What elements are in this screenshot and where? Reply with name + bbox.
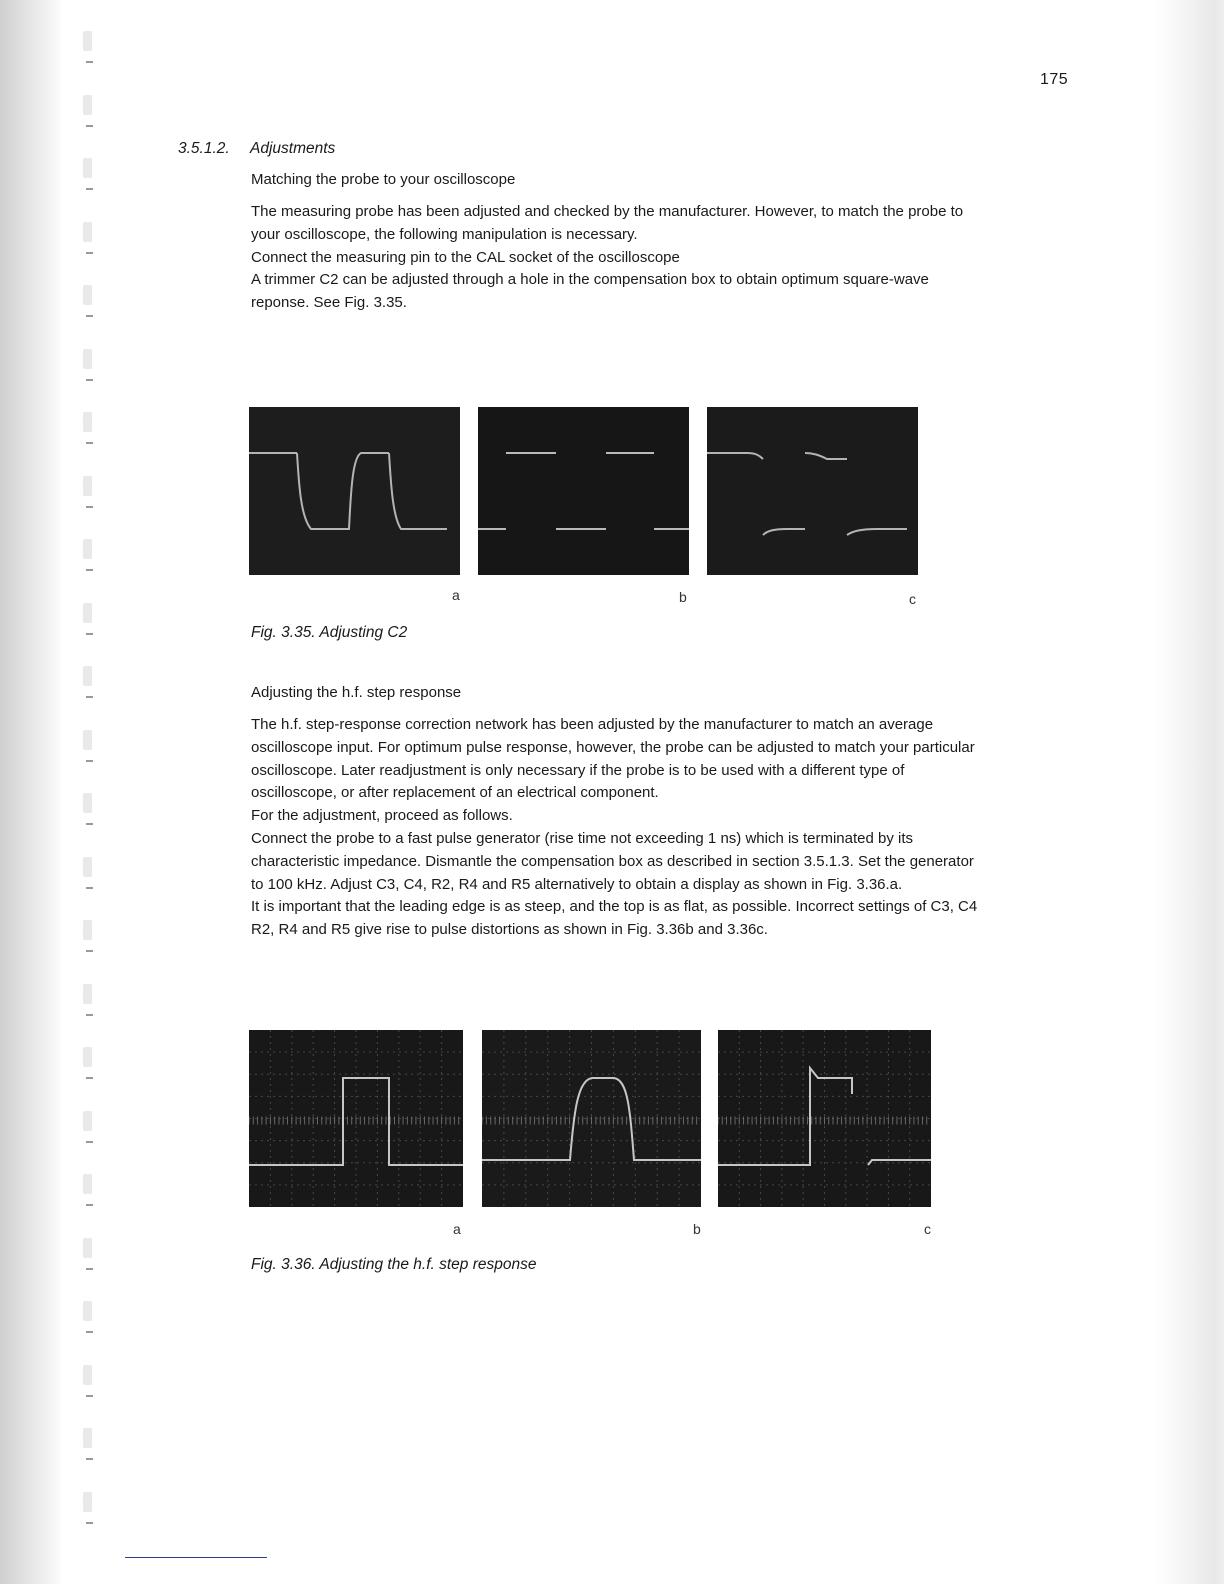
binding-hole (83, 1174, 92, 1194)
page-edge-right (1154, 0, 1224, 1584)
footnote-rule (125, 1557, 267, 1558)
text-line: reponse. See Fig. 3.35. (251, 294, 407, 312)
binding-hole (83, 349, 92, 369)
binding-hole (83, 603, 92, 623)
text-line: It is important that the leading edge is as steep, and the top is as flat, as possible. Incorrect settings of C3, C4 (251, 898, 978, 916)
oscillogram-fig336-c (718, 1030, 931, 1207)
binding-mark (86, 315, 93, 317)
binding-hole (83, 1111, 92, 1131)
pulse-trace-correct (249, 1030, 463, 1207)
figure-label-b: b (693, 1221, 701, 1237)
binding-mark (86, 950, 93, 952)
binding-hole (83, 984, 92, 1004)
trace-undercompensated (707, 407, 918, 575)
page-edge-left (0, 0, 62, 1584)
binding-hole (83, 1492, 92, 1512)
binding-hole (83, 857, 92, 877)
text-line: Connect the probe to a fast pulse generator (rise time not exceeding 1 ns) which is terminated by its (251, 829, 914, 847)
text-line: Connect the measuring pin to the CAL socket of the oscilloscope (251, 248, 680, 266)
text-line: oscilloscope. Later readjustment is only necessary if the probe is to be used with a different type of (251, 761, 905, 779)
binding-hole (83, 31, 92, 51)
binding-mark (86, 1395, 93, 1397)
binding-mark (86, 633, 93, 635)
oscillogram-fig335-a (249, 407, 460, 575)
binding-hole (83, 1047, 92, 1067)
figure-label-c: c (909, 591, 916, 607)
figure-label-a: a (453, 1221, 461, 1237)
page-number: 175 (1040, 71, 1069, 88)
pulse-trace-overshoot (718, 1030, 931, 1207)
binding-hole (83, 285, 92, 305)
binding-mark (86, 1458, 93, 1460)
binding-hole (83, 1428, 92, 1448)
text-line: to 100 kHz. Adjust C3, C4, R2, R4 and R5 alternatively to obtain a display as shown in Fig. 3.36.a. (251, 875, 903, 893)
paragraph-matching-probe (251, 201, 1081, 315)
trace-overcompensated (249, 407, 460, 575)
paragraph-hf-step-response (251, 714, 1081, 942)
text-line: oscilloscope, or after replacement of an electrical component. (251, 784, 659, 802)
binding-hole (83, 1301, 92, 1321)
binding-mark (86, 252, 93, 254)
binding-hole (83, 1365, 92, 1385)
binding-hole (83, 158, 92, 178)
binding-mark (86, 1204, 93, 1206)
binding-mark (86, 125, 93, 127)
binding-mark (86, 506, 93, 508)
binding-hole (83, 476, 92, 496)
binding-mark (86, 1268, 93, 1270)
text-line: characteristic impedance. Dismantle the compensation box as described in section 3.5.1.3. Set the generator (251, 852, 974, 870)
section-title: Adjustments (250, 140, 336, 157)
binding-hole (83, 1238, 92, 1258)
figure-label-b: b (679, 589, 687, 605)
oscillogram-fig335-c (707, 407, 918, 575)
binding-mark (86, 188, 93, 190)
binding-mark (86, 569, 93, 571)
binding-hole (83, 95, 92, 115)
text-line: A trimmer C2 can be adjusted through a hole in the compensation box to obtain optimum square-wave (251, 271, 929, 289)
figure-caption-336: Fig. 3.36. Adjusting the h.f. step response (251, 1256, 537, 1273)
binding-hole (83, 539, 92, 559)
binding-hole (83, 412, 92, 432)
binding-hole (83, 666, 92, 686)
binding-mark (86, 760, 93, 762)
binding-mark (86, 1077, 93, 1079)
text-line: your oscilloscope, the following manipulation is necessary. (251, 225, 638, 243)
figure-label-a: a (452, 587, 460, 603)
binding-hole (83, 730, 92, 750)
binding-hole (83, 920, 92, 940)
subheading-hf-step-response: Adjusting the h.f. step response (251, 684, 462, 701)
pulse-trace-rounded (482, 1030, 701, 1207)
trace-correct (478, 407, 689, 575)
section-number: 3.5.1.2. (178, 140, 230, 157)
binding-mark (86, 61, 93, 63)
text-line: The measuring probe has been adjusted and checked by the manufacturer. However, to match the probe to (251, 203, 964, 220)
binding-mark (86, 1331, 93, 1333)
figure-caption-335: Fig. 3.35. Adjusting C2 (251, 624, 408, 641)
figure-label-c: c (924, 1221, 931, 1237)
binding-mark (86, 379, 93, 381)
binding-mark (86, 1522, 93, 1524)
binding-hole (83, 793, 92, 813)
oscillogram-fig335-b (478, 407, 689, 575)
text-line: oscilloscope input. For optimum pulse response, however, the probe can be adjusted to match your particular (251, 738, 975, 756)
oscillogram-fig336-b (482, 1030, 701, 1207)
binding-mark (86, 442, 93, 444)
oscillogram-fig336-a (249, 1030, 463, 1207)
binding-mark (86, 887, 93, 889)
binding-mark (86, 696, 93, 698)
subheading-matching-probe: Matching the probe to your oscilloscope (251, 171, 516, 188)
binding-mark (86, 823, 93, 825)
binding-hole (83, 222, 92, 242)
text-line: For the adjustment, proceed as follows. (251, 807, 513, 825)
binding-mark (86, 1014, 93, 1016)
text-line: The h.f. step-response correction network has been adjusted by the manufacturer to match an average (251, 716, 934, 733)
text-line: R2, R4 and R5 give rise to pulse distortions as shown in Fig. 3.36b and 3.36c. (251, 921, 768, 939)
binding-mark (86, 1141, 93, 1143)
section-heading (178, 140, 335, 158)
